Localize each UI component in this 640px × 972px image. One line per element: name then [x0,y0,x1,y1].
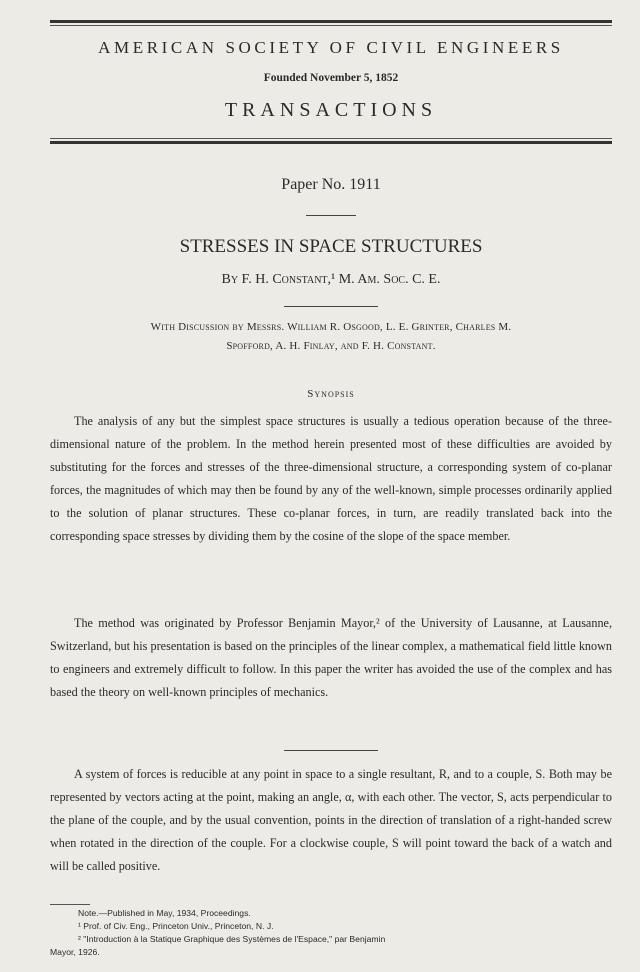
footnote-1: ¹ Prof. of Civ. Eng., Princeton Univ., Princeton, N. J. [78,921,274,931]
divider-short [306,215,356,216]
society-name: AMERICAN SOCIETY OF CIVIL ENGINEERS [98,38,564,57]
discussion-line-2: Spofford, A. H. Finlay, and F. H. Constant. [226,340,436,352]
divider-after-synopsis [284,750,378,751]
footnote-2-continued: Mayor, 1926. [50,947,100,957]
paragraph-text: A system of forces is reducible at any point in space to a single resultant, R, and to a couple, S. Both may be represented by vectors acting at the point, making an angle, α, with each other. The vector, S, acts perpendicular to the plane of the couple, and by the usual convention, points in the direction of translation of a right-handed screw when rotated in the direction of the couple. For a clockwise couple, S will point toward the back of a watch and will be called positive. [50,767,612,873]
header-rule-top [50,20,612,23]
synopsis-paragraph-1 [50,410,612,548]
footnotes [50,907,612,959]
header-rule-bottom [50,141,612,144]
discussion-line-1: With Discussion by Messrs. William R. Osgood, L. E. Grinter, Charles M. [150,321,512,333]
footnote-2: ² "Introduction à la Statique Graphique des Systèmes de l'Espace," par Benjamin [78,934,386,944]
discussion-credits [50,318,612,356]
paragraph-text: The analysis of any but the simplest space structures is usually a tedious operation because of the three-dimensional nature of the problem. In the method herein presented most of these difficulties are avoided by substituting for the forces and stresses of the three-dimensional structure, a corresponding system of co-planar forces, the magnitudes of which may then be found by any of the well-known, simple processes ordinarily applied to the solution of planar structures. These co-planar forces, in turn, are readily translated back into the corresponding space stresses by dividing them by the cosine of the slope of the space member. [50,414,612,543]
header-rule-bottom-thin [50,138,612,139]
footnote-rule [50,904,90,905]
synopsis-heading: Synopsis [307,388,355,400]
founded-date: Founded November 5, 1852 [263,72,399,84]
body-paragraph-1 [50,763,612,878]
divider-after-byline [284,306,378,307]
synopsis-paragraph-2 [50,612,612,704]
series-title: TRANSACTIONS [224,99,438,121]
footnote-note: Note.—Published in May, 1934, Proceedings. [78,908,251,918]
paragraph-text: The method was originated by Professor Benjamin Mayor,² of the University of Lausanne, at Lausanne, Switzerland, but his presentation is based on the principles of the linear complex, a mathematical field little known to engineers and extremely difficult to follow. In this paper the writer has avoided the use of the complex and has based the theory on well-known principles of mechanics. [50,616,612,699]
paper-title: STRESSES IN SPACE STRUCTURES [179,236,483,257]
header-rule-top-thin [50,25,612,26]
author-byline: By F. H. Constant,¹ M. Am. Soc. C. E. [221,272,441,287]
paper-number: Paper No. 1911 [281,176,381,193]
